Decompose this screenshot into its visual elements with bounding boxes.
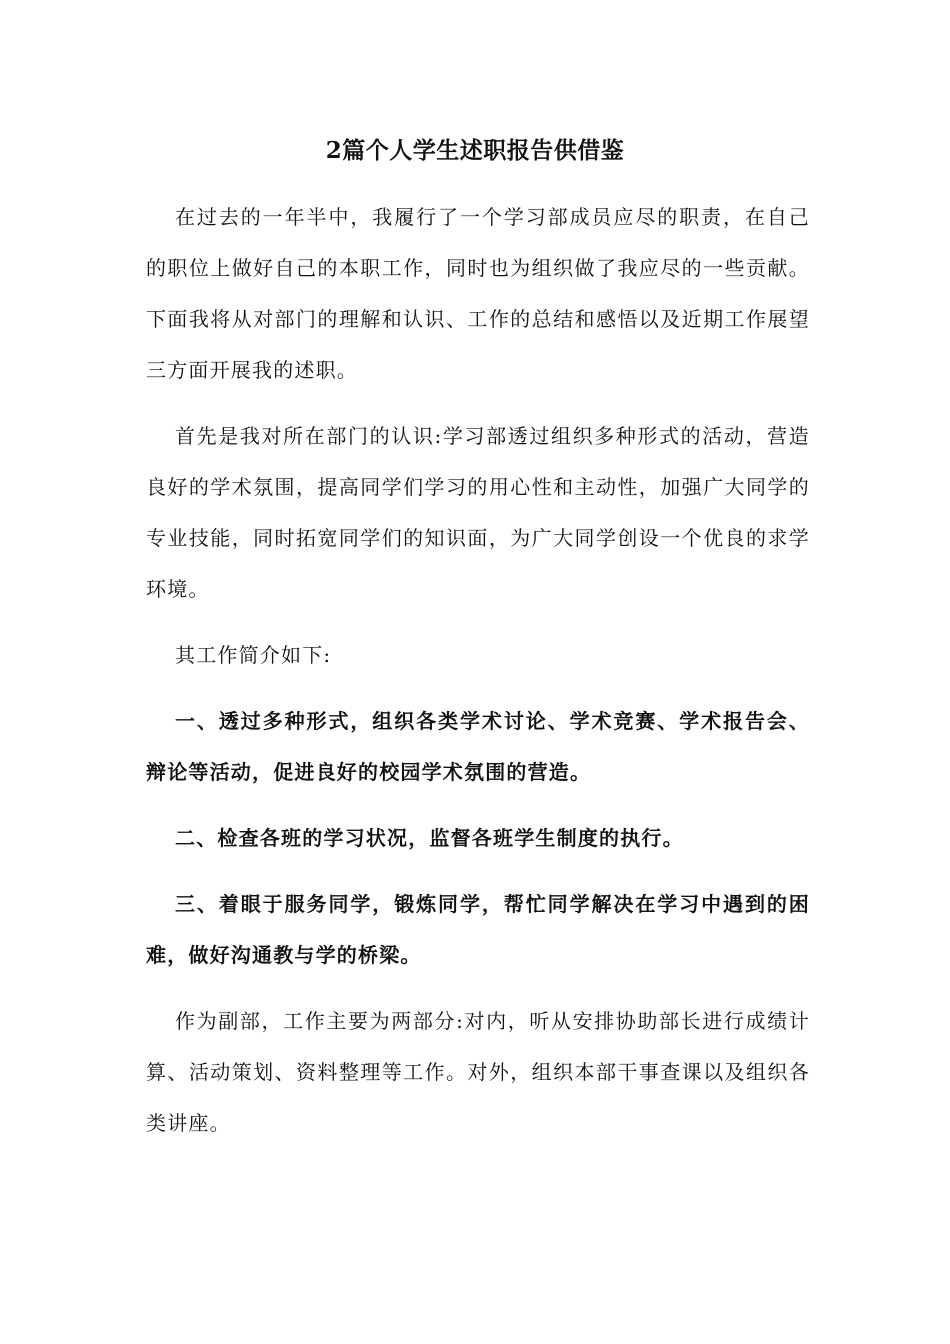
paragraph-duty-one: 一、透过多种形式，组织各类学术讨论、学术竞赛、学术报告会、辩论等活动，促进良好的校园学术氛围的营造。 — [146, 709, 810, 784]
document-body — [146, 192, 810, 1164]
paragraph-duty-three: 三、着眼于服务同学，锻炼同学，帮忙同学解决在学习中遇到的困难，做好沟通教与学的桥梁。 — [146, 892, 810, 967]
paragraph-intro: 在过去的一年半中，我履行了一个学习部成员应尽的职责，在自己的职位上做好自己的本职工作，同时也为组织做了我应尽的一些贡献。下面我将从对部门的理解和认识、工作的总结和感悟以及近期工作展望三方面开展我的述职。 — [146, 205, 810, 382]
document-title: 2篇个人学生述职报告供借鉴 — [325, 137, 625, 164]
paragraph-department-understanding: 首先是我对所在部门的认识:学习部透过组织多种形式的活动，营造良好的学术氛围，提高同学们学习的用心性和主动性，加强广大同学的专业技能，同时拓宽同学们的知识面，为广大同学创设一个优良的求学环境。 — [146, 424, 810, 601]
paragraph-vice-role: 作为副部，工作主要为两部分:对内，听从安排协助部长进行成绩计算、活动策划、资料整理等工作。对外，组织本部干事查课以及组织各类讲座。 — [146, 1009, 810, 1135]
paragraph-work-intro: 其工作简介如下: — [175, 643, 332, 667]
paragraph-duty-two: 二、检查各班的学习状况，监督各班学生制度的执行。 — [175, 826, 684, 850]
